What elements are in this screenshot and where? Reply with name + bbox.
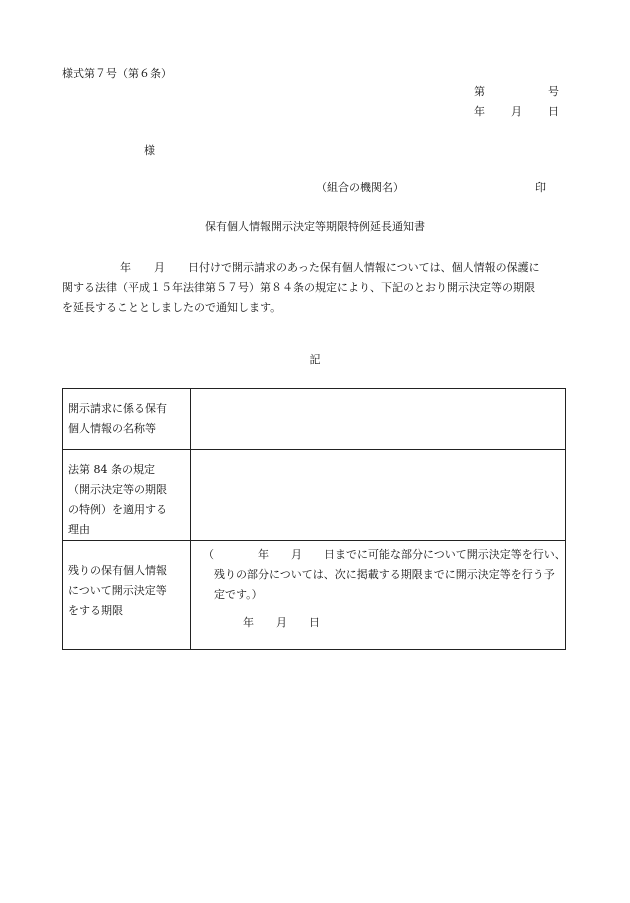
row-label-requested-info xyxy=(63,389,191,450)
notice-date-year: 年 xyxy=(120,261,131,274)
document-number-suffix: 号 xyxy=(548,85,559,98)
document-date-year: 年 xyxy=(474,105,485,118)
table-row xyxy=(63,450,566,541)
deadline-text-line: 定です。） xyxy=(203,588,263,601)
document-date-line xyxy=(474,105,559,119)
label-line: の特例）を適用する xyxy=(68,503,167,516)
label-line: （開示決定等の期限 xyxy=(68,483,167,496)
document-number-line xyxy=(474,85,559,99)
label-line: をする期限 xyxy=(68,604,123,617)
sender-org-label: （組合の機関名） xyxy=(316,181,404,194)
notice-body xyxy=(62,258,571,318)
ki-heading: 記 xyxy=(309,353,321,366)
recipient-suffix: 様 xyxy=(144,144,155,157)
row-label-deadline xyxy=(63,541,191,650)
document-number-prefix: 第 xyxy=(474,85,485,98)
seal-mark: 印 xyxy=(535,181,546,194)
label-line: 個人情報の名称等 xyxy=(68,422,156,435)
deadline-text-line: （ 年 月 日までに可能な部分について開示決定等を行い、 xyxy=(203,548,566,561)
label-line: 残りの保有個人情報 xyxy=(68,564,167,577)
table-row xyxy=(63,541,566,650)
deadline-text-line: 残りの部分については、次に掲載する期限までに開示決定等を行う予 xyxy=(203,568,555,581)
notice-body-line-1-text: 日付けで開示請求のあった保有個人情報については、個人情報の保護に xyxy=(188,261,540,274)
document-date-month: 月 xyxy=(511,105,522,118)
document-date-day: 日 xyxy=(548,105,559,118)
row-value-reason xyxy=(191,450,566,541)
document-title: 保有個人情報開示決定等期限特例延長通知書 xyxy=(205,220,425,233)
form-number: 様式第７号（第６条） xyxy=(62,67,172,80)
notice-body-line-2: 関する法律（平成１５年法律第５７号）第８４条の規定により、下記のとおり開示決定等の期限 xyxy=(62,281,535,294)
row-label-reason xyxy=(63,450,191,541)
label-line: 法第 84 条の規定 xyxy=(68,463,155,476)
label-line: 開示請求に係る保有 xyxy=(68,402,167,415)
sender-line xyxy=(316,181,546,195)
label-line: について開示決定等 xyxy=(68,584,167,597)
label-line: 理由 xyxy=(68,523,90,536)
notice-body-line-3: を延長することとしましたので通知します。 xyxy=(62,301,282,314)
row-value-deadline xyxy=(191,541,566,650)
row-value-requested-info xyxy=(191,389,566,450)
notice-date-month: 月 xyxy=(154,261,165,274)
table-row xyxy=(63,389,566,450)
notice-body-line-1 xyxy=(62,258,571,278)
deadline-date: 年 月 日 xyxy=(243,616,320,629)
detail-table xyxy=(62,388,566,650)
